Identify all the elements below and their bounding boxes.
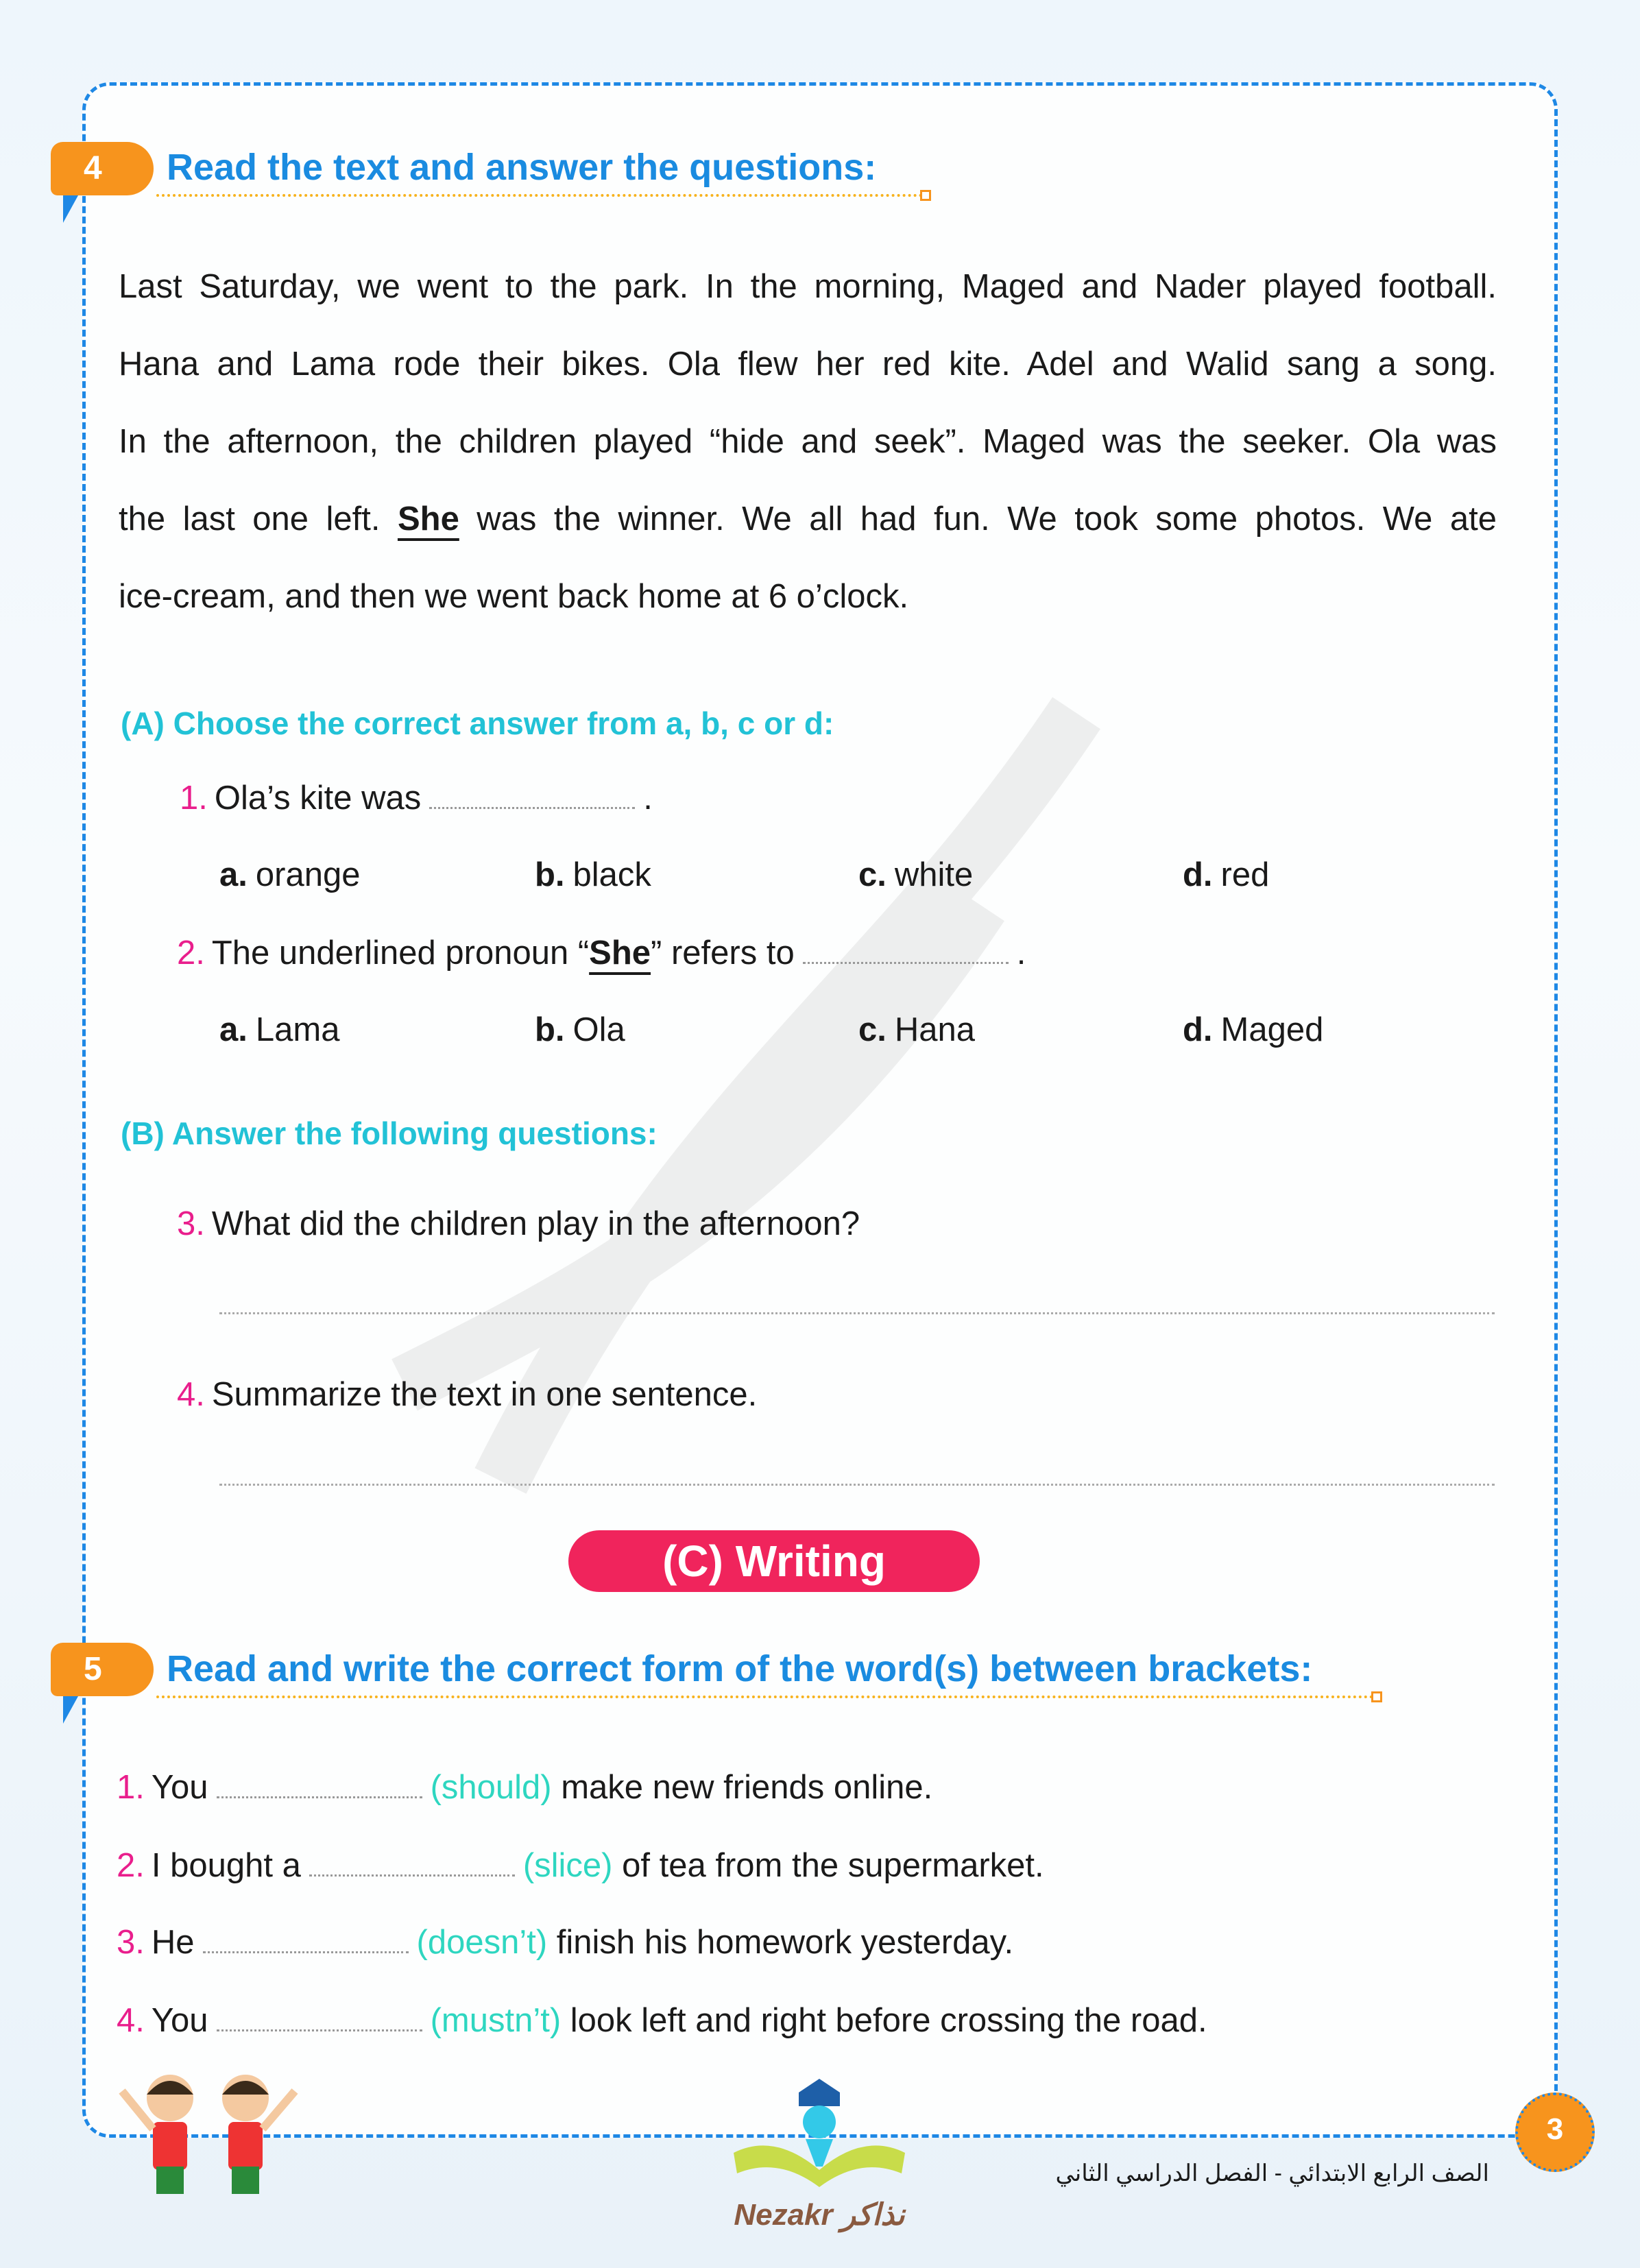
question-4 (177, 1375, 757, 1414)
passage-line: In the afternoon, the children played “hide and seek”. Maged was the seeker. Ola was (119, 423, 1497, 460)
answer-line[interactable] (219, 1484, 1495, 1486)
answer-blank[interactable] (203, 1951, 409, 1953)
title-underline (156, 194, 923, 197)
question-end: . (1016, 934, 1026, 972)
item-number: 3. (117, 1924, 145, 1961)
question-end: . (643, 780, 653, 817)
passage-line: Last Saturday, we went to the park. In the morning, Maged and Nader played football. (119, 268, 1497, 305)
option-text: orange (255, 856, 361, 893)
item-text: You (151, 2002, 208, 2039)
underlined-pronoun: She (397, 500, 459, 538)
option-text: white (894, 856, 974, 893)
option-letter: d. (1183, 1011, 1213, 1048)
option-b[interactable] (535, 1011, 625, 1049)
answer-blank[interactable] (429, 807, 635, 809)
watermark-calligraphy (206, 617, 1371, 1577)
question-number: 3. (177, 1205, 205, 1242)
badge-tail (63, 195, 78, 223)
option-letter: c. (858, 1011, 887, 1048)
item-text: look left and right before crossing the road. (570, 2002, 1207, 2039)
part-a-title: (A) Choose the correct answer from a, b, c or d: (121, 705, 834, 741)
passage-text: the last one left. (119, 500, 398, 538)
question-number: 2. (177, 934, 205, 972)
item-text: You (151, 1769, 208, 1806)
section-badge-4: 4 (51, 142, 154, 195)
question-text: What did the children play in the afternoon? (211, 1205, 860, 1242)
option-b[interactable] (535, 856, 651, 894)
writing-item-2 (117, 1846, 1044, 1885)
item-number: 4. (117, 2002, 145, 2039)
underlined-pronoun: She (589, 934, 651, 972)
grade-semester-label: الصف الرابع الابتدائي - الفصل الدراسي الثاني (1055, 2160, 1489, 2186)
writing-item-4 (117, 2001, 1207, 2040)
item-text: make new friends online. (561, 1769, 933, 1806)
item-number: 2. (117, 1847, 145, 1884)
option-letter: c. (858, 856, 887, 893)
writing-item-3 (117, 1923, 1013, 1962)
question-number: 1. (180, 780, 208, 817)
bracket-hint: (slice) (522, 1847, 613, 1884)
passage-text: was the winner. We all had fun. We took some photos. We ate (459, 500, 1497, 538)
answer-blank[interactable] (309, 1874, 515, 1877)
option-text: Hana (894, 1011, 976, 1048)
option-d[interactable] (1183, 856, 1269, 894)
bracket-hint: (doesn’t) (416, 1924, 548, 1961)
option-letter: b. (535, 856, 565, 893)
answer-blank[interactable] (217, 1796, 422, 1798)
question-3 (177, 1205, 860, 1243)
passage-line (119, 500, 1497, 538)
nezakr-logo (720, 2077, 919, 2235)
badge-tail (63, 1696, 78, 1724)
answer-blank[interactable] (217, 2029, 422, 2031)
option-a[interactable] (219, 1011, 339, 1049)
item-text: I bought a (151, 1847, 301, 1884)
option-d[interactable] (1183, 1011, 1323, 1049)
question-text: The underlined pronoun “ (211, 934, 590, 972)
option-text: red (1220, 856, 1270, 893)
question-1 (180, 779, 653, 817)
option-text: Ola (572, 1011, 625, 1048)
question-number: 4. (177, 1376, 205, 1413)
title-underline (156, 1696, 1374, 1698)
option-letter: a. (219, 856, 248, 893)
writing-section-label: (C) Writing (568, 1530, 980, 1592)
option-text: black (572, 856, 651, 893)
answer-line[interactable] (219, 1312, 1495, 1314)
item-text: of tea from the supermarket. (622, 1847, 1044, 1884)
logo-text: Nezakr نذاكر (734, 2198, 905, 2232)
option-c[interactable] (858, 856, 973, 894)
section-5-title: Read and write the correct form of the word(s) between brackets: (167, 1648, 1313, 1689)
passage-line: ice-cream, and then we went back home at 6 o’clock. (119, 578, 909, 615)
option-a[interactable] (219, 856, 360, 894)
answer-blank[interactable] (803, 962, 1009, 964)
option-letter: a. (219, 1011, 248, 1048)
question-text: ” refers to (651, 934, 795, 972)
passage-line: Hana and Lama rode their bikes. Ola flew her red kite. Adel and Walid sang a song. (119, 346, 1497, 383)
item-text: finish his homework yesterday. (556, 1924, 1014, 1961)
question-2 (177, 934, 1026, 972)
children-illustration (115, 2064, 307, 2221)
option-c[interactable] (858, 1011, 975, 1049)
section-4-title: Read the text and answer the questions: (167, 147, 877, 188)
option-letter: b. (535, 1011, 565, 1048)
section-badge-5: 5 (51, 1643, 154, 1696)
part-b-title: (B) Answer the following questions: (121, 1115, 658, 1151)
option-letter: d. (1183, 856, 1213, 893)
writing-item-1 (117, 1768, 932, 1807)
option-text: Lama (255, 1011, 340, 1048)
bracket-hint: (mustn’t) (430, 2002, 562, 2039)
item-number: 1. (117, 1769, 145, 1806)
question-text: Summarize the text in one sentence. (211, 1376, 758, 1413)
item-text: He (151, 1924, 195, 1961)
option-text: Maged (1220, 1011, 1324, 1048)
page-number: 3 (1515, 2092, 1595, 2172)
question-text: Ola’s kite was (214, 780, 422, 817)
bracket-hint: (should) (430, 1769, 552, 1806)
